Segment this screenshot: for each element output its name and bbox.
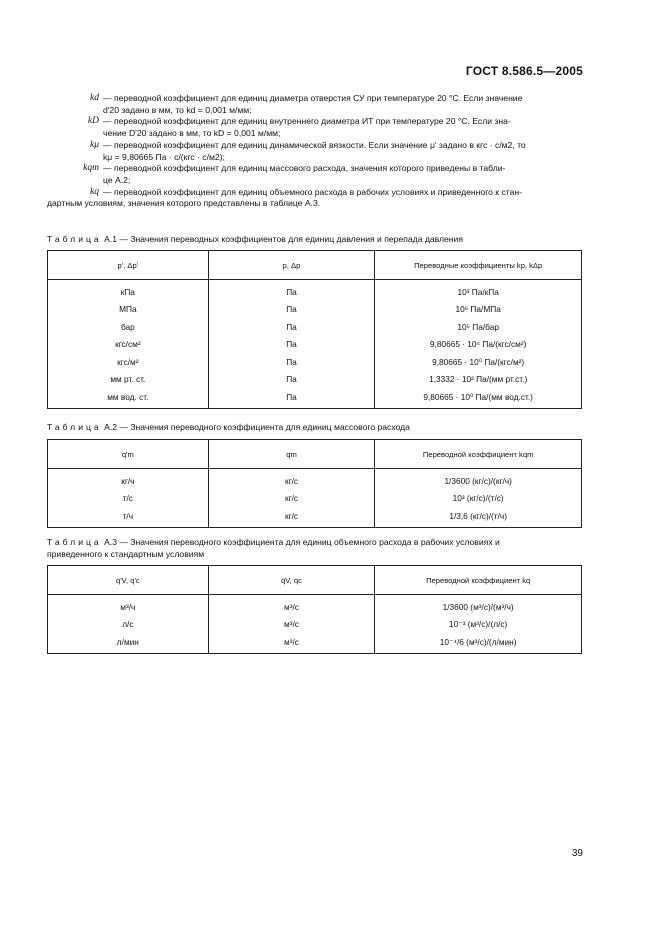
table-cell: мм рт. ст. <box>48 371 209 389</box>
definition-continuation: дартным условиям, значения которого представлены в таблице А.3. <box>47 198 321 209</box>
table2-header-cell: Переводной коэффициент kqm <box>375 440 582 469</box>
definition-line: — переводной коэффициент для единиц объемного расхода в рабочих условиях и приведенного к стан- <box>103 186 522 197</box>
definition-item <box>47 116 585 139</box>
table-cell: 10⁻³ (м³/с)/(л/с) <box>375 616 582 634</box>
table-cell: м³/с <box>208 616 375 634</box>
table-cell: 1/3600 (кг/с)/(кг/ч) <box>375 469 582 490</box>
definition-symbol: kD <box>87 116 99 127</box>
definition-symbol: kqm <box>83 163 99 174</box>
definition-line: d'20 задано в мм, то kd = 0,001 м/мм; <box>103 104 252 115</box>
table2-caption-prefix: Таблица <box>47 422 102 432</box>
table-cell: Па <box>208 336 375 354</box>
table2-caption <box>47 421 585 433</box>
table-row <box>48 336 582 354</box>
table-cell: 1/3600 (м³/с)/(м³/ч) <box>375 595 582 616</box>
table3-caption <box>47 536 585 560</box>
table-cell: кг/ч <box>48 469 209 490</box>
table3-header-cell: q'V, q'c <box>48 566 209 595</box>
table-cell: 1/3,6 (кг/с)/(т/ч) <box>375 507 582 527</box>
table1-caption-prefix: Таблица <box>47 234 102 244</box>
table-cell: кг/с <box>208 490 375 508</box>
table-row <box>48 595 582 616</box>
table-cell: Па <box>208 318 375 336</box>
definition-line: — переводной коэффициент для единиц массового расхода, значения которого приведены в табли- <box>103 163 506 174</box>
table-cell: кг/с <box>208 507 375 527</box>
table-a2 <box>47 439 582 528</box>
table1-header-cell: p', Δp' <box>48 251 209 280</box>
table-cell: 1,3332 · 10² Па/(мм рт.ст.) <box>375 371 582 389</box>
table-row <box>48 353 582 371</box>
definition-item <box>47 163 585 186</box>
table2-header-cell: qm <box>208 440 375 469</box>
table-cell: Па <box>208 301 375 319</box>
table-a1 <box>47 250 582 409</box>
definition-line: чение D'20 задано в мм, то kD = 0,001 м/мм; <box>103 128 281 139</box>
table-cell: кгс/см² <box>48 336 209 354</box>
table-cell: Па <box>208 280 375 301</box>
table1-caption-text: А.1 — Значения переводных коэффициентов для единиц давления и перепада давления <box>104 234 464 244</box>
table-cell: Па <box>208 388 375 408</box>
table-cell: Па <box>208 371 375 389</box>
table-row <box>48 633 582 653</box>
definition-line: — переводной коэффициент для единиц внутреннего диаметра ИТ при температуре 20 °С. Если зна- <box>103 116 511 127</box>
table-row <box>48 469 582 490</box>
table-cell: кг/с <box>208 469 375 490</box>
table-cell: бар <box>48 318 209 336</box>
definition-line: kμ = 9,80665 Па · с/(кгс · с/м2); <box>103 151 225 162</box>
table-cell: т/ч <box>48 507 209 527</box>
table-cell: кгс/м² <box>48 353 209 371</box>
table-cell: 10³ Па/кПа <box>375 280 582 301</box>
definition-symbol: kd <box>90 93 99 103</box>
table-row <box>48 371 582 389</box>
table-cell: 10⁵ Па/бар <box>375 318 582 336</box>
definition-symbol: kq <box>90 186 99 197</box>
table-cell: кПа <box>48 280 209 301</box>
definitions-list <box>47 93 585 210</box>
table3-header-cell: qV, qc <box>208 566 375 595</box>
table1-header-cell: Переводные коэффициенты kp, kΔp <box>375 251 582 280</box>
table-cell: 10⁶ Па/МПа <box>375 301 582 319</box>
definition-line: це А.2; <box>103 174 131 185</box>
table-row <box>48 301 582 319</box>
table-cell: т/с <box>48 490 209 508</box>
table-row <box>48 490 582 508</box>
definition-item <box>47 93 585 116</box>
table-cell: 9,80665 · 10⁰ Па/(мм вод.ст.) <box>375 388 582 408</box>
definition-item <box>47 187 585 199</box>
table3-caption-prefix: Таблица <box>47 537 102 547</box>
table-cell: 10⁻⁴/6 (м³/с)/(л/мин) <box>375 633 582 653</box>
table1-caption <box>47 233 585 245</box>
table3-caption-text-2: приведенного к стандартным условиям <box>47 549 205 559</box>
table-cell: МПа <box>48 301 209 319</box>
definition-line: — переводной коэффициент для единиц динамической вязкости. Если значение μ' задано в кгс · с/м2, то <box>103 139 526 150</box>
table-row <box>48 388 582 408</box>
table-cell: м³/с <box>208 633 375 653</box>
table-cell: л/мин <box>48 633 209 653</box>
definition-symbol: kμ <box>90 139 99 150</box>
table-row <box>48 318 582 336</box>
table-cell: 9,80665 · 10⁰ Па/(кгс/м²) <box>375 353 582 371</box>
table2-caption-text: А.2 — Значения переводного коэффициента для единиц массового расхода <box>104 422 410 432</box>
page-number: 39 <box>571 848 583 859</box>
table-row <box>48 507 582 527</box>
table3-header-cell: Переводной коэффициент kq <box>375 566 582 595</box>
table-row <box>48 280 582 301</box>
table3-caption-text-1: А.3 — Значения переводного коэффициента для единиц объемного расхода в рабочих условиях и <box>104 537 500 547</box>
table-cell: м³/ч <box>48 595 209 616</box>
definition-line: — переводной коэффициент для единиц диаметра отверстия СУ при температуре 20 °С. Если значение <box>103 93 523 103</box>
definition-item <box>47 140 585 163</box>
document-id: ГОСТ 8.586.5—2005 <box>465 64 583 78</box>
table1-header-cell: p, Δp <box>208 251 375 280</box>
table-cell: л/с <box>48 616 209 634</box>
table-cell: 9,80665 · 10⁴ Па/(кгс/см²) <box>375 336 582 354</box>
table-a3 <box>47 565 582 654</box>
table-cell: Па <box>208 353 375 371</box>
table-row <box>48 616 582 634</box>
table-cell: м³/с <box>208 595 375 616</box>
table2-header-cell: q'm <box>48 440 209 469</box>
table-cell: мм вод. ст. <box>48 388 209 408</box>
table-cell: 10³ (кг/с)/(т/с) <box>375 490 582 508</box>
